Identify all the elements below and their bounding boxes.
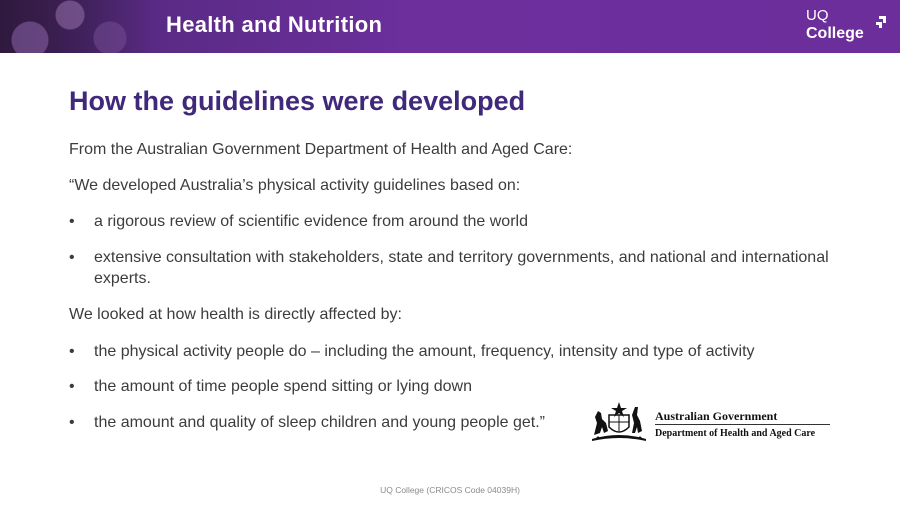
bullet-dot: •: [69, 213, 75, 230]
header-banner: [0, 0, 900, 53]
bullet-text: the amount of time people spend sitting or lying down: [94, 378, 473, 395]
banner-title: Health and Nutrition: [166, 12, 383, 37]
banner-photo: [0, 0, 150, 53]
bullet-dot: •: [69, 249, 75, 266]
uq-college-logo: [806, 8, 886, 44]
bullet-text: the physical activity people do – including the amount, frequency, intensity and type of activity: [94, 343, 755, 360]
coat-of-arms-icon: [588, 397, 650, 443]
bullet-text: the amount and quality of sleep children and young people get.”: [94, 414, 545, 431]
list-item: [69, 247, 839, 289]
bullet-dot: •: [69, 414, 75, 431]
quote-open-text: “We developed Australia’s physical activity guidelines based on:: [69, 177, 521, 194]
bullet-dot: •: [69, 378, 75, 395]
middle-text: We looked at how health is directly affected by:: [69, 306, 402, 323]
logo-mark-icon: [872, 16, 886, 38]
slide-heading: How the guidelines were developed: [69, 86, 526, 116]
list-item: [69, 412, 569, 433]
list-item: [69, 211, 839, 232]
bullet-text: a rigorous review of scientific evidence from around the world: [94, 213, 528, 230]
logo-line-college: College: [806, 25, 864, 42]
gov-logo-divider: [655, 424, 830, 425]
footer-text: UQ College (CRICOS Code 04039H): [380, 485, 520, 495]
gov-department-text: Department of Health and Aged Care: [655, 428, 816, 439]
bullet-dot: •: [69, 343, 75, 360]
australian-government-logo: [588, 397, 833, 443]
intro-text: From the Australian Government Department of Health and Aged Care:: [69, 141, 573, 158]
bullet-text: extensive consultation with stakeholders, state and territory governments, and national and international experts.: [94, 249, 829, 287]
logo-line-uq: UQ: [806, 7, 829, 24]
list-item: [69, 341, 839, 362]
list-item: [69, 376, 839, 397]
gov-name-text: Australian Government: [655, 409, 778, 423]
